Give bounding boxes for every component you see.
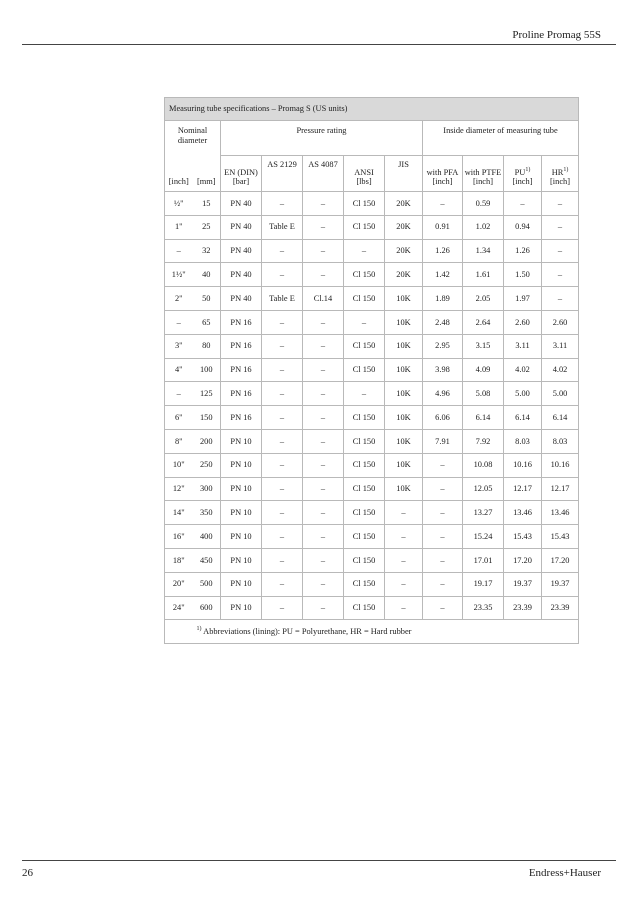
cell-pu: 23.39 (504, 596, 542, 620)
subheader-pfa-unit: [inch] (432, 177, 453, 187)
cell-ansi: Cl 150 (344, 287, 385, 311)
cell-pfa: 7.91 (423, 429, 463, 453)
cell-hr: 5.00 (542, 382, 579, 406)
subheader-as2129: AS 2129 (262, 156, 303, 192)
cell-hr: 13.46 (542, 501, 579, 525)
cell-ptfe: 1.61 (463, 263, 504, 287)
group-header-nominal-diameter: Nominal diameter (165, 121, 221, 156)
cell-en-din: PN 40 (221, 192, 262, 216)
cell-en-din: PN 16 (221, 310, 262, 334)
cell-as2129: – (262, 429, 303, 453)
subheader-pfa-label: with PFA (426, 167, 459, 177)
cell-ptfe: 15.24 (463, 525, 504, 549)
table-row (165, 334, 579, 358)
cell-as4087: – (303, 596, 344, 620)
cell-as2129: – (262, 572, 303, 596)
cell-pfa: 1.42 (423, 263, 463, 287)
cell-ansi: Cl 150 (344, 358, 385, 382)
table-row (165, 501, 579, 525)
cell-en-din: PN 10 (221, 525, 262, 549)
cell-ptfe: 7.92 (463, 429, 504, 453)
cell-pu: 10.16 (504, 453, 542, 477)
table-row (165, 525, 579, 549)
cell-pu: 1.97 (504, 287, 542, 311)
cell-hr: 23.39 (542, 596, 579, 620)
cell-en-din: PN 10 (221, 429, 262, 453)
cell-ptfe: 19.17 (463, 572, 504, 596)
cell-mm: 200 (193, 429, 221, 453)
cell-mm: 32 (193, 239, 221, 263)
cell-mm: 50 (193, 287, 221, 311)
cell-pu: 12.17 (504, 477, 542, 501)
cell-ptfe: 2.64 (463, 310, 504, 334)
cell-as4087: – (303, 453, 344, 477)
cell-as2129: – (262, 596, 303, 620)
cell-ansi: – (344, 382, 385, 406)
cell-en-din: PN 10 (221, 596, 262, 620)
cell-hr: 15.43 (542, 525, 579, 549)
cell-pu: 0.94 (504, 215, 542, 239)
cell-jis: 10K (385, 382, 423, 406)
cell-mm: 25 (193, 215, 221, 239)
cell-as2129: – (262, 501, 303, 525)
cell-as2129: – (262, 382, 303, 406)
subheader-ptfe (463, 156, 504, 192)
cell-ptfe: 12.05 (463, 477, 504, 501)
cell-hr: 19.37 (542, 572, 579, 596)
cell-jis: 10K (385, 310, 423, 334)
cell-as2129: – (262, 239, 303, 263)
subheader-en-din-label: EN (DIN) (224, 167, 258, 177)
cell-hr: – (542, 287, 579, 311)
cell-mm: 250 (193, 453, 221, 477)
cell-jis: 10K (385, 406, 423, 430)
cell-as4087: – (303, 263, 344, 287)
table-row (165, 572, 579, 596)
cell-as4087: – (303, 477, 344, 501)
subheader-ansi (344, 156, 385, 192)
cell-pfa: – (423, 501, 463, 525)
subheader-ansi-unit: [lbs] (356, 177, 372, 187)
subheader-ptfe-unit: [inch] (473, 177, 493, 187)
cell-pu: 5.00 (504, 382, 542, 406)
cell-ptfe: 0.59 (463, 192, 504, 216)
cell-ptfe: 5.08 (463, 382, 504, 406)
cell-as4087: – (303, 334, 344, 358)
cell-as4087: – (303, 501, 344, 525)
cell-mm: 400 (193, 525, 221, 549)
cell-pu: 1.50 (504, 263, 542, 287)
cell-en-din: PN 10 (221, 453, 262, 477)
cell-inch: 2" (165, 287, 193, 311)
cell-pfa: – (423, 477, 463, 501)
cell-jis: – (385, 525, 423, 549)
cell-ansi: – (344, 239, 385, 263)
footnote-text: Abbreviations (lining): PU = Polyurethane, HR = Hard rubber (203, 627, 412, 637)
cell-mm: 100 (193, 358, 221, 382)
cell-hr: 3.11 (542, 334, 579, 358)
cell-hr: – (542, 239, 579, 263)
subheader-hr-footnote-marker: 1) (563, 166, 569, 173)
cell-mm: 125 (193, 382, 221, 406)
cell-as4087: – (303, 572, 344, 596)
cell-as4087: – (303, 548, 344, 572)
measuring-tube-spec-table (164, 97, 579, 644)
cell-ansi: Cl 150 (344, 263, 385, 287)
cell-inch: 6" (165, 406, 193, 430)
cell-as2129: – (262, 548, 303, 572)
subheader-hr-label: HR (551, 167, 564, 177)
subheader-as4087: AS 4087 (303, 156, 344, 192)
cell-as2129: Table E (262, 215, 303, 239)
table-row (165, 406, 579, 430)
table-row (165, 192, 579, 216)
cell-ptfe: 17.01 (463, 548, 504, 572)
subheader-hr (542, 156, 579, 192)
cell-en-din: PN 10 (221, 572, 262, 596)
cell-mm: 65 (193, 310, 221, 334)
table-row (165, 596, 579, 620)
cell-pfa: 2.48 (423, 310, 463, 334)
cell-as2129: – (262, 192, 303, 216)
cell-en-din: PN 16 (221, 358, 262, 382)
footnote-marker: 1) (196, 626, 202, 633)
cell-en-din: PN 10 (221, 501, 262, 525)
subheader-ansi-label: ANSI (354, 167, 374, 177)
header-divider (22, 44, 616, 45)
footnote-spacer (165, 620, 193, 644)
cell-ansi: Cl 150 (344, 429, 385, 453)
cell-inch: 10" (165, 453, 193, 477)
cell-as4087: – (303, 358, 344, 382)
cell-en-din: PN 40 (221, 263, 262, 287)
cell-pu: – (504, 192, 542, 216)
table-body (165, 192, 579, 620)
cell-pfa: 2.95 (423, 334, 463, 358)
subheader-hr-unit: [inch] (550, 177, 571, 187)
subheader-pu-label: PU (514, 167, 526, 177)
cell-ansi: – (344, 310, 385, 334)
page-number: 26 (22, 867, 33, 879)
cell-en-din: PN 10 (221, 548, 262, 572)
subheader-mm: [mm] (193, 156, 221, 192)
cell-as4087: – (303, 239, 344, 263)
cell-as2129: – (262, 358, 303, 382)
cell-inch: – (165, 239, 193, 263)
cell-ptfe: 13.27 (463, 501, 504, 525)
cell-hr: – (542, 215, 579, 239)
cell-jis: 20K (385, 192, 423, 216)
cell-mm: 40 (193, 263, 221, 287)
cell-ptfe: 4.09 (463, 358, 504, 382)
cell-mm: 300 (193, 477, 221, 501)
cell-pfa: – (423, 572, 463, 596)
cell-inch: ½" (165, 192, 193, 216)
cell-hr: 6.14 (542, 406, 579, 430)
cell-inch: 16" (165, 525, 193, 549)
cell-en-din: PN 16 (221, 334, 262, 358)
table-row (165, 453, 579, 477)
cell-jis: – (385, 548, 423, 572)
cell-as4087: – (303, 215, 344, 239)
cell-pfa: 4.96 (423, 382, 463, 406)
cell-hr: 12.17 (542, 477, 579, 501)
cell-mm: 600 (193, 596, 221, 620)
running-header-title: Proline Promag 55S (512, 29, 601, 41)
table-row (165, 358, 579, 382)
cell-en-din: PN 40 (221, 215, 262, 239)
cell-as4087: – (303, 382, 344, 406)
cell-jis: 10K (385, 334, 423, 358)
cell-mm: 350 (193, 501, 221, 525)
cell-ansi: Cl 150 (344, 525, 385, 549)
cell-pfa: 1.89 (423, 287, 463, 311)
cell-hr: 8.03 (542, 429, 579, 453)
cell-jis: 20K (385, 239, 423, 263)
cell-pu: 6.14 (504, 406, 542, 430)
table-row (165, 215, 579, 239)
cell-pfa: 6.06 (423, 406, 463, 430)
cell-pfa: – (423, 453, 463, 477)
subheader-jis: JIS (385, 156, 423, 192)
cell-as4087: Cl.14 (303, 287, 344, 311)
table-row (165, 429, 579, 453)
cell-jis: 10K (385, 287, 423, 311)
cell-jis: 20K (385, 215, 423, 239)
cell-jis: 20K (385, 263, 423, 287)
table-row (165, 239, 579, 263)
cell-pfa: 0.91 (423, 215, 463, 239)
cell-ptfe: 10.08 (463, 453, 504, 477)
footer-divider (22, 860, 616, 861)
cell-inch: 12" (165, 477, 193, 501)
subheader-en-din (221, 156, 262, 192)
cell-mm: 450 (193, 548, 221, 572)
cell-ansi: Cl 150 (344, 406, 385, 430)
cell-mm: 80 (193, 334, 221, 358)
subheader-pu-unit: [inch] (512, 177, 533, 187)
cell-pfa: – (423, 192, 463, 216)
cell-hr: 2.60 (542, 310, 579, 334)
cell-en-din: PN 16 (221, 382, 262, 406)
subheader-pu-footnote-marker: 1) (525, 166, 531, 173)
cell-inch: 24" (165, 596, 193, 620)
cell-inch: 20" (165, 572, 193, 596)
cell-inch: 14" (165, 501, 193, 525)
cell-pu: 1.26 (504, 239, 542, 263)
cell-inch: – (165, 310, 193, 334)
cell-pu: 19.37 (504, 572, 542, 596)
table-footnote (193, 620, 579, 644)
cell-as2129: Table E (262, 287, 303, 311)
cell-as2129: – (262, 334, 303, 358)
cell-en-din: PN 40 (221, 287, 262, 311)
cell-inch: 4" (165, 358, 193, 382)
cell-jis: – (385, 501, 423, 525)
cell-jis: – (385, 596, 423, 620)
cell-pfa: – (423, 525, 463, 549)
cell-as2129: – (262, 263, 303, 287)
table-row (165, 287, 579, 311)
cell-pfa: 1.26 (423, 239, 463, 263)
cell-pu: 8.03 (504, 429, 542, 453)
cell-pu: 15.43 (504, 525, 542, 549)
cell-hr: 10.16 (542, 453, 579, 477)
cell-as2129: – (262, 406, 303, 430)
cell-en-din: PN 16 (221, 406, 262, 430)
group-header-pressure-rating: Pressure rating (221, 121, 423, 156)
cell-as4087: – (303, 525, 344, 549)
cell-pu: 17.20 (504, 548, 542, 572)
cell-ptfe: 2.05 (463, 287, 504, 311)
table-caption: Measuring tube specifications – Promag S (US units) (165, 98, 579, 121)
cell-inch: 1" (165, 215, 193, 239)
footer-brand: Endress+Hauser (528, 867, 601, 879)
cell-as4087: – (303, 192, 344, 216)
cell-mm: 500 (193, 572, 221, 596)
cell-jis: 10K (385, 453, 423, 477)
cell-pfa: – (423, 548, 463, 572)
cell-pu: 3.11 (504, 334, 542, 358)
cell-ptfe: 1.34 (463, 239, 504, 263)
cell-mm: 15 (193, 192, 221, 216)
cell-mm: 150 (193, 406, 221, 430)
cell-pu: 13.46 (504, 501, 542, 525)
cell-en-din: PN 10 (221, 477, 262, 501)
cell-ptfe: 3.15 (463, 334, 504, 358)
group-header-inside-diameter: Inside diameter of measuring tube (423, 121, 579, 156)
cell-pfa: – (423, 596, 463, 620)
cell-ansi: Cl 150 (344, 501, 385, 525)
cell-ptfe: 6.14 (463, 406, 504, 430)
cell-inch: 18" (165, 548, 193, 572)
cell-as2129: – (262, 525, 303, 549)
cell-jis: – (385, 572, 423, 596)
table-row (165, 477, 579, 501)
cell-as4087: – (303, 406, 344, 430)
cell-ptfe: 23.35 (463, 596, 504, 620)
cell-as4087: – (303, 310, 344, 334)
cell-ansi: Cl 150 (344, 477, 385, 501)
subheader-inch: [inch] (165, 156, 193, 192)
subheader-ptfe-label: with PTFE (464, 167, 502, 177)
cell-ansi: Cl 150 (344, 192, 385, 216)
table-row (165, 310, 579, 334)
cell-as4087: – (303, 429, 344, 453)
cell-ptfe: 1.02 (463, 215, 504, 239)
cell-as2129: – (262, 453, 303, 477)
cell-ansi: Cl 150 (344, 596, 385, 620)
cell-jis: 10K (385, 477, 423, 501)
cell-pu: 4.02 (504, 358, 542, 382)
cell-ansi: Cl 150 (344, 572, 385, 596)
cell-ansi: Cl 150 (344, 548, 385, 572)
table-row (165, 382, 579, 406)
cell-jis: 10K (385, 429, 423, 453)
cell-as2129: – (262, 477, 303, 501)
table-row (165, 263, 579, 287)
cell-ansi: Cl 150 (344, 215, 385, 239)
subheader-en-din-unit: [bar] (232, 177, 250, 187)
cell-ansi: Cl 150 (344, 453, 385, 477)
cell-en-din: PN 40 (221, 239, 262, 263)
cell-hr: 4.02 (542, 358, 579, 382)
subheader-pu (504, 156, 542, 192)
cell-pu: 2.60 (504, 310, 542, 334)
cell-ansi: Cl 150 (344, 334, 385, 358)
subheader-pfa (423, 156, 463, 192)
cell-pfa: 3.98 (423, 358, 463, 382)
cell-inch: 3" (165, 334, 193, 358)
cell-jis: 10K (385, 358, 423, 382)
cell-hr: 17.20 (542, 548, 579, 572)
cell-hr: – (542, 192, 579, 216)
table-row (165, 548, 579, 572)
cell-as2129: – (262, 310, 303, 334)
cell-inch: 1½" (165, 263, 193, 287)
cell-inch: 8" (165, 429, 193, 453)
cell-hr: – (542, 263, 579, 287)
cell-inch: – (165, 382, 193, 406)
